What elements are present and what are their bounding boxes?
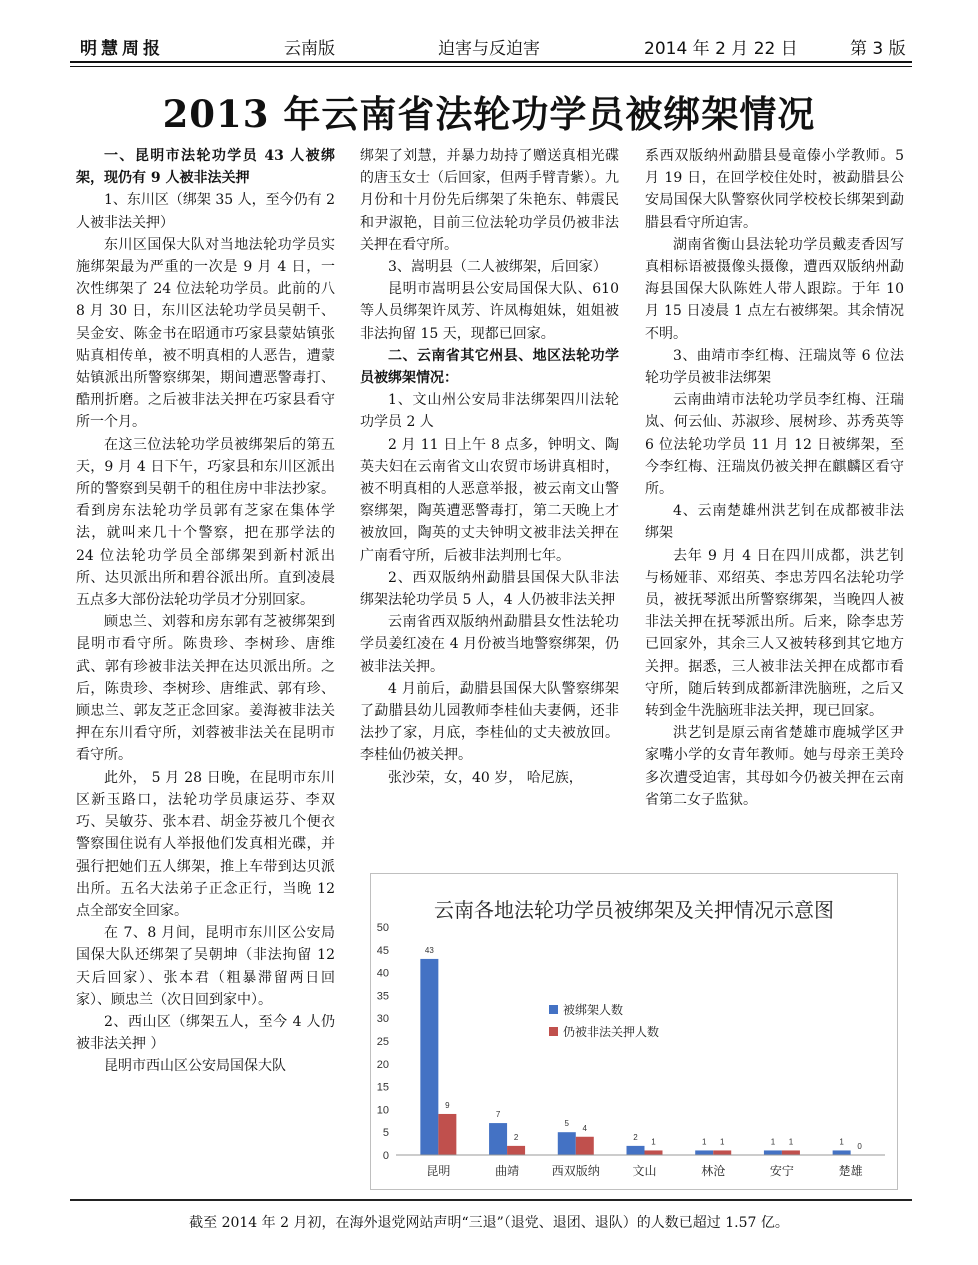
- bar-value-label: 1: [701, 1137, 707, 1147]
- legend-label: 仍被非法关押人数: [563, 1025, 660, 1039]
- y-tick-label: 10: [376, 1104, 389, 1117]
- bar-value-label: 1: [770, 1137, 776, 1147]
- article-paragraph: 3、嵩明县（二人被绑架，后回家）: [388, 259, 607, 276]
- bar-abducted: [764, 1150, 782, 1155]
- article-paragraph: 此外， 5 月 28 日晚，在昆明市东川区新玉路口，法轮功学员康运芬、李双巧、吴敏芬、张本君、胡金芬被几个便衣警察围住说有人举报他们发真相光碟，并强行把她们五人绑架，推上车带到达贝派出所。五名大法弟子正念正行，当晚 12 点全部安全回家。: [76, 769, 335, 919]
- article-paragraph: 顾忠兰、刘蓉和房东郭有芝被绑架到昆明市看守所。陈贵珍、李树珍、唐维武、郭有珍被非法关押在达贝派出所。之后，陈贵珍、李树珍、唐维武、郭有珍、顾忠兰、郭友芝正念回家。姜海被非法关押在东川看守所，刘蓉被非法关在昆明市看守所。: [76, 614, 335, 764]
- y-tick-label: 5: [382, 1127, 389, 1140]
- bar-value-label: 9: [445, 1100, 450, 1110]
- y-tick-label: 50: [376, 922, 389, 934]
- bar-abducted: [833, 1150, 851, 1155]
- bar-detained: [713, 1150, 731, 1155]
- article-column-1: [76, 145, 335, 1078]
- bar-value-label: 1: [788, 1137, 794, 1147]
- bar-value-label: 2: [633, 1132, 638, 1142]
- y-tick-label: 0: [382, 1150, 389, 1162]
- article-paragraph: 在 7、8 月间，昆明市东川区公安局国保大队还绑架了吴朝坤（非法拘留 12 天后回家）、张本君（粗暴滞留两日回家）、顾忠兰（次日回到家中）。: [76, 925, 335, 1008]
- y-tick-label: 35: [376, 990, 389, 1003]
- issue-date: 2014 年 2 月 22 日: [644, 39, 798, 59]
- page-number: 第 3 版: [850, 39, 906, 59]
- article-paragraph: 去年 9 月 4 日在四川成都，洪艺钊与杨娅菲、邓绍英、李忠芳四名法轮功学员，被抚琴派出所警察绑架，当晚四人被非法关押在抚琴派出所。后来，除李忠芳已回家外，其余三人又被转移到其它地方关押。据悉，三人被非法关押在成都市看守所，随后转到成都新津洗脑班，之后又转到金牛洗脑班非法关押，现已回家。: [645, 547, 904, 720]
- article-paragraph: 张沙荣，女，40 岁， 哈尼族，: [388, 769, 583, 786]
- bar-abducted: [695, 1150, 713, 1155]
- header-rule-thin: [70, 66, 912, 67]
- x-tick-label: 文山: [632, 1164, 657, 1178]
- bar-detained: [438, 1114, 456, 1155]
- article-paragraph: 4、云南楚雄州洪艺钊在成都被非法绑架: [645, 503, 904, 542]
- article-title: 2013 年云南省法轮功学员被绑架情况: [162, 92, 816, 136]
- bar-chart: [370, 873, 898, 1190]
- footer-rule: [70, 1199, 912, 1201]
- bar-abducted: [558, 1132, 576, 1155]
- bar-detained: [576, 1137, 594, 1155]
- article-column-3: [645, 145, 904, 811]
- header-rule-thick: [70, 61, 912, 63]
- article-paragraph: 3、曲靖市李红梅、汪瑞岚等 6 位法轮功学员被非法绑架: [645, 347, 904, 387]
- article-paragraph: 在这三位法轮功学员被绑架后的第五天，9 月 4 日下午，巧家县和东川区派出所的警察到吴朝千的租住房中非法抄家。看到房东法轮功学员郭有芝家在集体学法，就叫来几十个警察，把在那学法的 24 位法轮功学员全部绑架到新村派出所、达贝派出所和碧谷派出所。直到凌晨五点多大部份法轮功学员才分别回家。: [76, 436, 335, 609]
- article-paragraph: 2、西山区（绑架五人，至今 4 人仍被非法关押 ）: [76, 1013, 335, 1053]
- article-paragraph: 4 月前后，勐腊县国保大队警察绑架了勐腊县幼儿园教师李桂仙夫妻俩，还非法抄了家，月底，李桂仙的丈夫被放回。李桂仙仍被关押。: [360, 680, 619, 764]
- article-paragraph: 1、文山州公安局非法绑架四川法轮功学员 2 人: [360, 392, 619, 431]
- bar-value-label: 4: [582, 1123, 588, 1133]
- x-tick-label: 西双版纳: [551, 1164, 600, 1178]
- article-paragraph: 2 月 11 日上午 8 点多，钟明文、陶英夫妇在云南省文山农贸市场讲真相时，被不明真相的人恶意举报，被云南文山警察绑架，陶英遭恶警毒打，第二天晚上才被放回，陶英的丈夫钟明文被非法关押在广南看守所，后被非法判刑七年。: [360, 436, 619, 564]
- y-tick-label: 40: [376, 967, 389, 980]
- bar-value-label: 1: [651, 1137, 656, 1147]
- bar-detained: [507, 1146, 525, 1155]
- section-heading: 一、昆明市法轮功学员 43 人被绑架，现仍有 9 人被非法关押: [76, 148, 335, 187]
- footer-notice: 截至 2014 年 2 月初，在海外退党网站声明“三退”（退党、退团、退队）的人数已超过 1.57 亿。: [189, 1215, 789, 1231]
- bar-value-label: 1: [719, 1137, 725, 1147]
- legend-swatch: [549, 1027, 558, 1036]
- article-paragraph: 系西双版纳州勐腊县曼竜傣小学教师。5 月 19 日，在回学校住处时，被勐腊县公安局国保大队警察伙同学校校长绑架到勐腊县看守所迫害。: [645, 148, 904, 231]
- x-tick-label: 安宁: [769, 1164, 794, 1178]
- bar-value-label: 0: [857, 1142, 862, 1151]
- x-tick-label: 昆明: [426, 1164, 451, 1178]
- y-tick-label: 20: [376, 1058, 389, 1071]
- chart-canvas: [371, 874, 897, 1189]
- bar-value-label: 1: [839, 1137, 844, 1147]
- section-label: 迫害与反迫害: [438, 39, 540, 59]
- bar-abducted: [627, 1146, 645, 1155]
- bar-value-label: 2: [513, 1132, 519, 1142]
- article-paragraph: 洪艺钊是原云南省楚雄市鹿城学区尹家嘴小学的女青年教师。她与母亲王美玲多次遭受迫害，其母如今仍被关押在云南省第二女子监狱。: [645, 725, 904, 808]
- bar-abducted: [420, 959, 438, 1155]
- y-tick-label: 30: [376, 1013, 389, 1026]
- legend-swatch: [549, 1005, 558, 1014]
- x-tick-label: 林沧: [701, 1164, 726, 1178]
- legend-label: 被绑架人数: [563, 1003, 624, 1017]
- bar-detained: [782, 1150, 800, 1155]
- article-paragraph: 云南省西双版纳州勐腊县女性法轮功学员姜红凌在 4 月份被当地警察绑架，仍被非法关押。: [360, 614, 619, 675]
- bar-value-label: 5: [564, 1119, 570, 1129]
- article-paragraph: 绑架了刘慧，并暴力劫持了赠送真相光碟的唐玉女士（后回家，但两手臂青紫）。九月份和十月份先后绑架了朱艳东、韩震民和尹淑艳，目前三位法轮功学员仍被非法关押在看守所。: [360, 148, 619, 253]
- y-tick-label: 25: [376, 1036, 389, 1048]
- y-tick-label: 45: [376, 944, 389, 957]
- x-tick-label: 楚雄: [838, 1164, 863, 1178]
- article-paragraph: 1、东川区（绑架 35 人，至今仍有 2 人被非法关押）: [76, 192, 335, 231]
- article-paragraph: 湖南省衡山县法轮功学员戴麦香因写真相标语被摄像头摄像，遭西双版纳州勐海县国保大队陈姓人带人跟踪。于年 10 月 15 日凌晨 1 点左右被绑架。其余情况不明。: [645, 236, 904, 342]
- article-paragraph: 东川区国保大队对当地法轮功学员实施绑架最为严重的一次是 9 月 4 日，一次性绑架了 24 位法轮功学员。此前的八 8 月 30 日，东川区法轮功学员吴朝千、吴金安、陈金书在昭通市巧家县蒙姑镇张贴真相传单，被不明真相的人恶告，遭蒙姑镇派出所警察绑架，期间遭恶警毒打、酷刑折磨。之后被非法关押在巧家县看守所一个月。: [76, 236, 335, 431]
- edition-label: 云南版: [284, 39, 335, 59]
- article-paragraph: 昆明市西山区公安局国保大队: [104, 1058, 286, 1075]
- article-paragraph: 昆明市嵩明县公安局国保大队、610 等人员绑架许凤芳、许凤梅姐妹，姐姐被非法拘留 15 天，现都已回家。: [360, 281, 619, 342]
- paper-name: 明慧周报: [80, 39, 164, 59]
- bar-abducted: [489, 1123, 507, 1155]
- bar-value-label: 43: [424, 945, 434, 955]
- article-paragraph: 2、西双版纳州勐腊县国保大队非法绑架法轮功学员 5 人，4 人仍被非法关押: [360, 569, 619, 609]
- chart-title: 云南各地法轮功学员被绑架及关押情况示意图: [434, 900, 834, 922]
- article-column-2: [360, 145, 619, 789]
- y-tick-label: 15: [376, 1081, 389, 1094]
- masthead: [70, 34, 912, 62]
- bar-value-label: 7: [495, 1110, 501, 1120]
- section-heading: 二、云南省其它州县、地区法轮功学员被绑架情况：: [360, 347, 619, 387]
- article-paragraph: 云南曲靖市法轮功学员李红梅、汪瑞岚、何云仙、苏淑珍、展树珍、苏秀英等 6 位法轮功学员 11 月 12 日被绑架，至今李红梅、汪瑞岚仍被关押在麒麟区看守所。: [645, 392, 904, 498]
- bar-detained: [645, 1150, 663, 1155]
- x-tick-label: 曲靖: [495, 1164, 520, 1178]
